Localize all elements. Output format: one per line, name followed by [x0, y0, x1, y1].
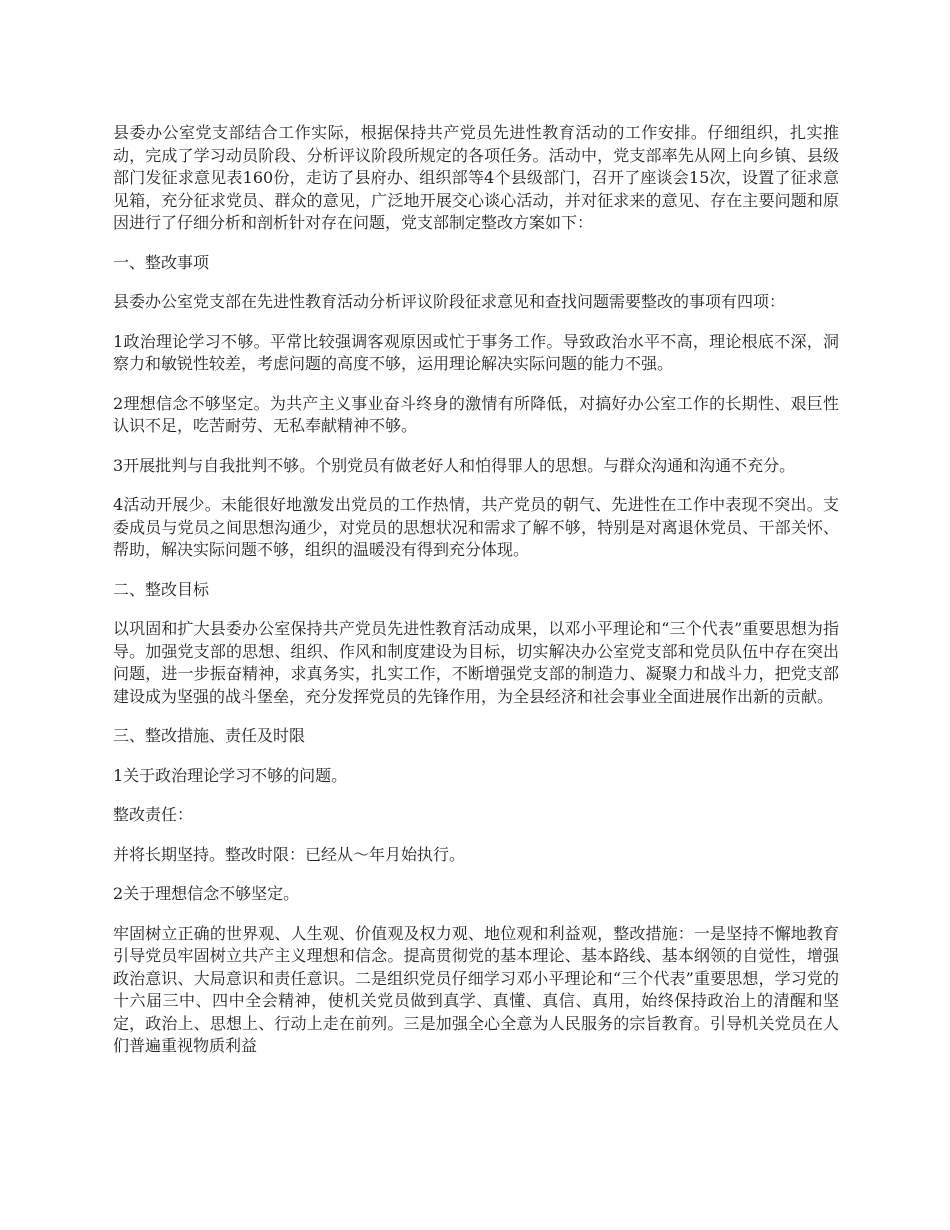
measure-1-responsibility: 整改责任： [113, 805, 194, 824]
items-intro-paragraph: 县委办公室党支部在先进性教育活动分析评议阶段征求意见和查找问题需要整改的事项有四项： [113, 292, 786, 311]
section-heading-rectification-goals: 二、整改目标 [113, 579, 210, 599]
item-4-paragraph: 4活动开展少。未能很好地激发出党员的工作热情，共产党员的朝气、先进性在工作中表现不突出。支委成员与党员之间思想沟通少，对党员的思想状况和需求了解不够，特别是对离退休党员、干部关怀、帮助，解决实际问题不够，组织的温暖没有得到充分体现。 [113, 495, 839, 559]
measure-2-title: 2关于理想信念不够坚定。 [113, 884, 300, 903]
section-heading-rectification-items: 一、整改事项 [113, 252, 210, 272]
goals-paragraph: 以巩固和扩大县委办公室保持共产党员先进性教育活动成果，以邓小平理论和“三个代表”重要思想为指导。加强党支部的思想、组织、作风和制度建设为目标，切实解决办公室党支部和党员队伍中存在突出问题，进一步振奋精神，求真务实，扎实工作，不断增强党支部的制造力、凝聚力和战斗力，把党支部建设成为坚强的战斗堡垒，充分发挥党员的先锋作用，为全县经济和社会事业全面进展作出新的贡献。 [113, 619, 839, 706]
document-page [113, 122, 839, 1075]
measure-2-paragraph: 牢固树立正确的世界观、人生观、价值观及权力观、地位观和利益观，整改措施：一是坚持不懈地教育引导党员牢固树立共产主义理想和信念。提高贯彻党的基本理论、基本路线、基本纲领的自觉性，增强政治意识、大局意识和责任意识。二是组织党员仔细学习邓小平理论和“三个代表”重要思想，学习党的十六届三中、四中全会精神，使机关党员做到真学、真懂、真信、真用，始终保持政治上的清醒和坚定，政治上、思想上、行动上走在前列。三是加强全心全意为人民服务的宗旨教育。引导机关党员在人们普遍重视物质利益 [113, 923, 839, 1055]
measure-1-timeline: 并将长期坚持。整改时限：已经从～年月始执行。 [113, 844, 466, 864]
section-heading-measures: 三、整改措施、责任及时限 [113, 726, 306, 745]
intro-paragraph: 县委办公室党支部结合工作实际，根据保持共产党员先进性教育活动的工作安排。仔细组织，扎实推动，完成了学习动员阶段、分析评议阶段所规定的各项任务。活动中，党支部率先从网上向乡镇、县级部门发征求意见表160份，走访了县府办、组织部等4个县级部门，召开了座谈会15次，设置了征求意见箱，充分征求党员、群众的意见，广泛地开展交心谈心活动，并对征求来的意见、存在主要问题和原因进行了仔细分析和剖析针对存在问题，党支部制定整改方案如下： [113, 123, 839, 232]
item-1-paragraph: 1政治理论学习不够。平常比较强调客观原因或忙于事务工作。导致政治水平不高，理论根底不深，洞察力和敏锐性较差，考虑问题的高度不够，运用理论解决实际问题的能力不强。 [113, 331, 839, 373]
item-2-paragraph: 2理想信念不够坚定。为共产主义事业奋斗终身的激情有所降低，对搞好办公室工作的长期性、艰巨性认识不足，吃苦耐劳、无私奉献精神不够。 [113, 393, 839, 435]
item-3-paragraph: 3开展批判与自我批判不够。个别党员有做老好人和怕得罪人的思想。与群众沟通和沟通不充分。 [113, 455, 796, 475]
measure-1-title: 1关于政治理论学习不够的问题。 [113, 765, 348, 785]
